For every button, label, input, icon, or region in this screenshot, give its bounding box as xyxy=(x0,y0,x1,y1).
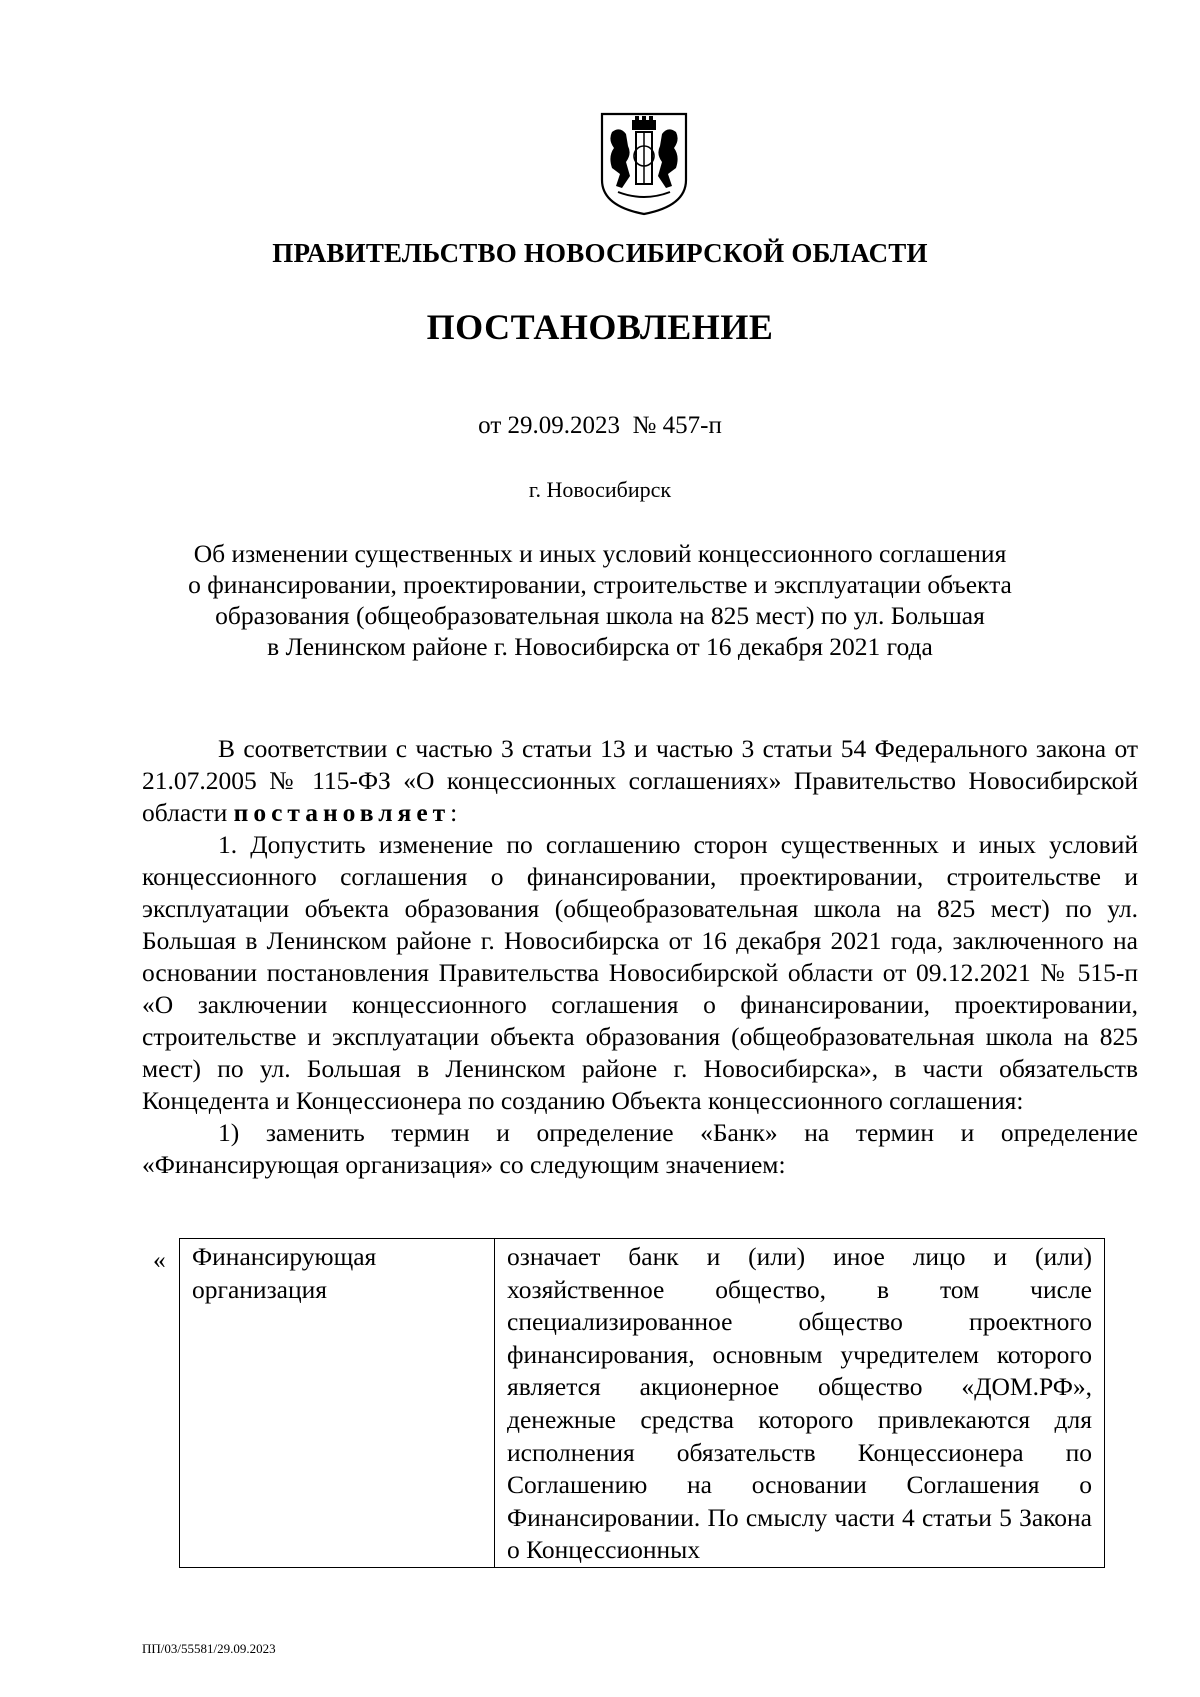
date-number-line: от 29.09.2023 № 457-п xyxy=(478,412,722,439)
document-subject xyxy=(0,538,1200,662)
opening-quote: « xyxy=(153,1245,166,1274)
meaning-cell: означает банк и (или) иное лицо и (или) хозяйственное общество, в том числе специализированное общество проектного финансирования, основным учредителем которого является акционерное общество «ДОМ.РФ», денежные средства которого привлекаются для исполнения обязательств Концессионера по Соглашению на основании Соглашения о Финансировании. По смыслу части 4 статьи 5 Закона о Концессионных xyxy=(495,1239,1105,1568)
preamble-paragraph xyxy=(142,733,1138,829)
table-row xyxy=(180,1239,1105,1568)
decree-word: постановляет xyxy=(233,798,451,827)
city-line: г. Новосибирск xyxy=(528,477,672,502)
coat-of-arms-icon xyxy=(596,110,692,218)
subject-line: Об изменении существенных и иных условий концессионного соглашения xyxy=(193,539,1007,568)
preamble-text: В соответствии с частью 3 статьи 13 и частью 3 статьи 54 Федерального закона от 21.07.2005 № 115-ФЗ «О концессионных соглашениях» Правительство Новосибирской области xyxy=(142,734,1138,827)
document-body xyxy=(142,733,1138,1181)
term-cell: Финансирующая организация xyxy=(180,1239,495,1568)
organization-heading: ПРАВИТЕЛЬСТВО НОВОСИБИРСКОЙ ОБЛАСТИ xyxy=(272,238,928,268)
decree-colon: : xyxy=(450,798,458,827)
subject-line: о финансировании, проектировании, строительстве и эксплуатации объекта xyxy=(188,570,1012,599)
document-type-title: ПОСТАНОВЛЕНИЕ xyxy=(426,307,774,347)
definition-table xyxy=(179,1238,1105,1568)
subject-line: в Ленинском районе г. Новосибирска от 16 декабря 2021 года xyxy=(267,632,933,661)
subject-line: образования (общеобразовательная школа на 825 мест) по ул. Большая xyxy=(215,601,985,630)
item-1-paragraph: 1. Допустить изменение по соглашению сторон существенных и иных условий концессионного соглашения о финансировании, проектировании, строительстве и эксплуатации объекта образования (общеобразовательная школа на 825 мест) по ул. Большая в Ленинском районе г. Новосибирска от 16 декабря 2021 года, заключенного на основании постановления Правительства Новосибирской области от 09.12.2021 № 515-п «О заключении концессионного соглашения о финансировании, проектировании, строительстве и эксплуатации объекта образования (общеобразовательная школа на 825 мест) по ул. Большая в Ленинском районе г. Новосибирска», в части обязательств Концедента и Концессионера по созданию Объекта концессионного соглашения: xyxy=(142,830,1138,1115)
item-1-1-paragraph: 1) заменить термин и определение «Банк» на термин и определение «Финансирующая организация» со следующим значением: xyxy=(142,1118,1138,1179)
document-code-footer: ПП/03/55581/29.09.2023 xyxy=(142,1641,276,1656)
